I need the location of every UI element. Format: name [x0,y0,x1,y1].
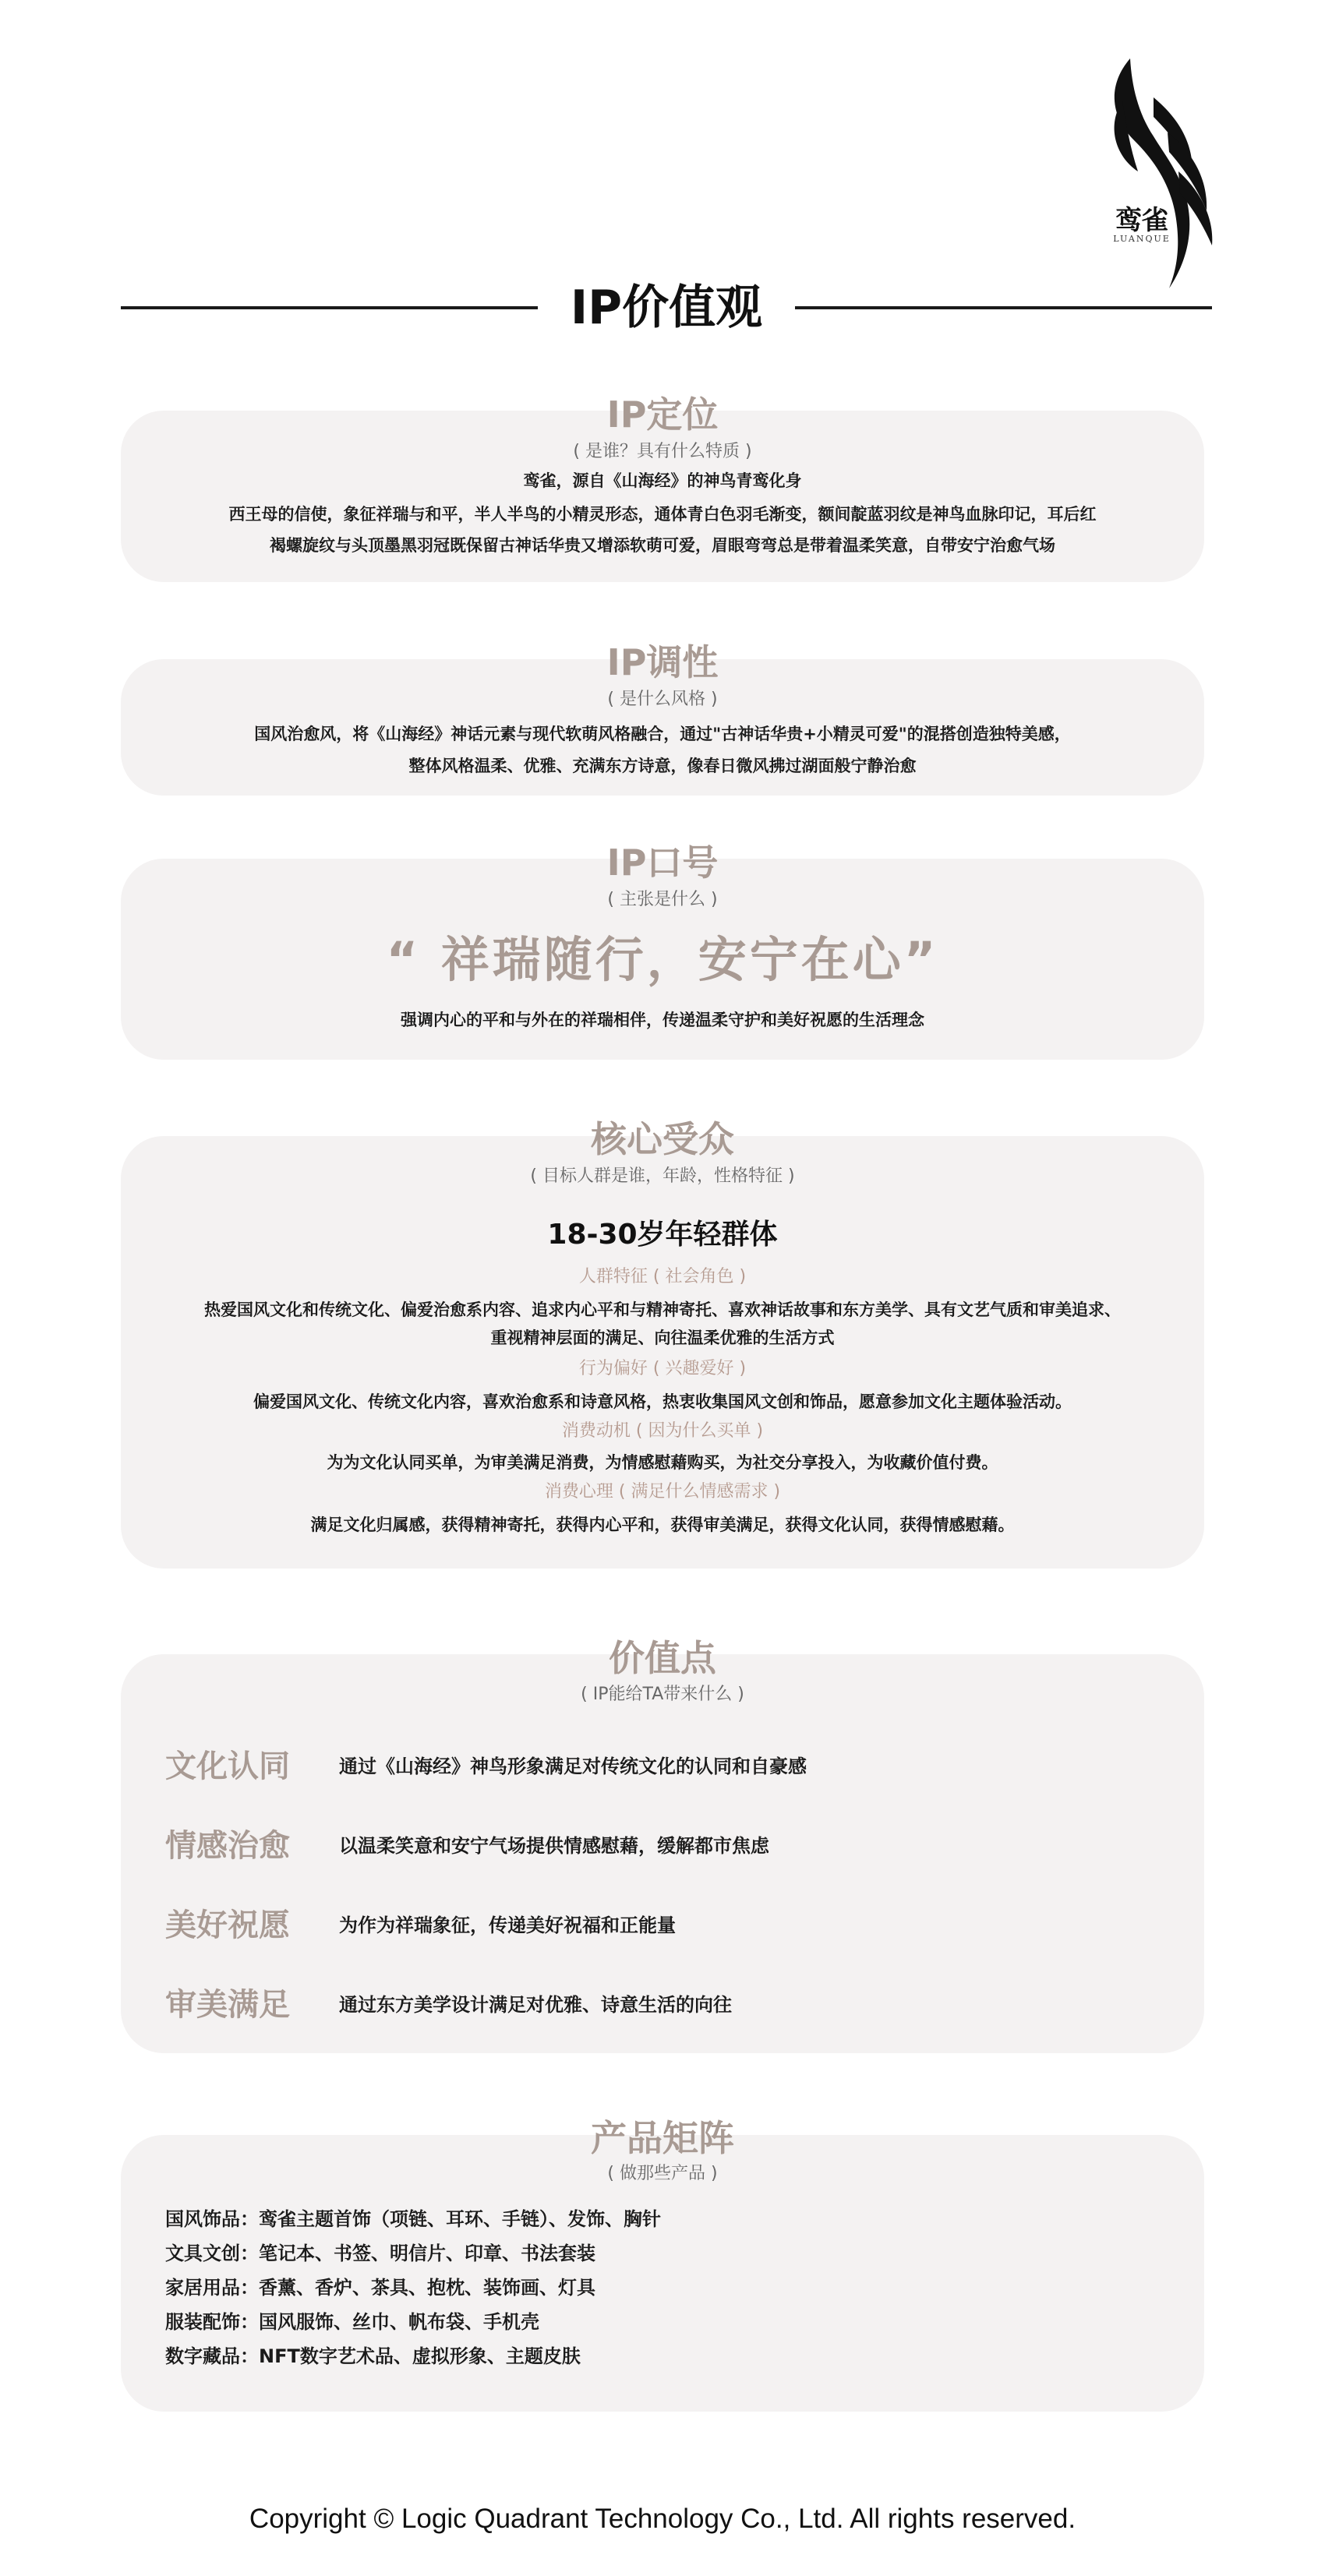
slogan-title: IP口号 [606,842,719,884]
copyright-text: Copyright © Logic Quadrant Technology Co., Ltd. All rights reserved. [249,2504,1076,2534]
tone-title: IP调性 [606,641,719,683]
value-key: 审美满足 [165,1987,290,2023]
slogan-subtitle: ( 主张是什么 ) [607,890,718,909]
slogan-desc: 强调内心的平和与外在的祥瑞相伴，传递温柔守护和美好祝愿的生活理念 [401,1011,924,1029]
audience-group-line: 为为文化认同买单，为审美满足消费，为情感慰藉购买，为社交分享投入，为收藏价值付费。 [327,1453,998,1472]
products-subtitle: ( 做那些产品 ) [607,2164,718,2183]
product-line: 文具文创：笔记本、书签、明信片、印章、书法套装 [165,2243,595,2264]
value-desc: 通过《山海经》神鸟形象满足对传统文化的认同和自豪感 [339,1756,807,1777]
product-line: 服装配饰：国风服饰、丝巾、帆布袋、手机壳 [165,2311,539,2333]
position-title: IP定位 [606,393,719,436]
logo-subname: LUANQUE [1113,234,1171,244]
product-line: 数字藏品：NFT数字艺术品、虚拟形象、主题皮肤 [165,2345,581,2367]
value-desc: 通过东方美学设计满足对优雅、诗意生活的向往 [339,1994,732,2016]
audience-group-line: 热爱国风文化和传统文化、偏爱治愈系内容、追求内心平和与精神寄托、喜欢神话故事和东方美学、具有文艺气质和审美追求、 [204,1300,1121,1319]
audience-group-line: 偏爱国风文化、传统文化内容，喜欢治愈系和诗意风格，热衷收集国风文创和饰品，愿意参加文化主题体验活动。 [253,1392,1072,1411]
audience-group-label: 消费心理 ( 满足什么情感需求 ) [544,1482,781,1501]
audience-group-label: 行为偏好 ( 兴趣爱好 ) [578,1359,747,1378]
product-line: 家居用品：香薰、香炉、茶具、抱枕、装饰画、灯具 [165,2277,595,2299]
logo-name: 鸾雀 [1115,205,1168,236]
position-subtitle: ( 是谁？具有什么特质 ) [573,442,752,461]
title-divider-left [121,306,538,309]
feather-logo-icon [1076,55,1231,296]
audience-group-label: 人群特征 ( 社会角色 ) [578,1267,747,1286]
value-key: 美好祝愿 [165,1907,290,1943]
tone-subtitle: ( 是什么风格 ) [607,690,718,709]
value-desc: 以温柔笑意和安宁气场提供情感慰藉，缓解都市焦虑 [339,1835,769,1857]
value-key: 文化认同 [165,1749,290,1784]
values-subtitle: ( IP能给TA带来什么 ) [581,1685,744,1704]
value-key: 情感治愈 [165,1828,290,1864]
tone-line: 整体风格温柔、优雅、充满东方诗意，像春日微风拂过湖面般宁静治愈 [408,757,917,775]
tone-line: 国风治愈风，将《山海经》神话元素与现代软萌风格融合，通过"古神话华贵+小精灵可爱"的混搭创造独特美感， [254,725,1071,743]
slogan-text: “ 祥瑞随行，安宁在心” [386,931,939,988]
audience-group-label: 消费动机 ( 因为什么买单 ) [561,1421,764,1441]
audience-group-line: 重视精神层面的满足、向往温柔优雅的生活方式 [490,1329,835,1347]
values-title: 价值点 [609,1637,716,1679]
audience-group-line: 满足文化归属感，获得精神寄托，获得内心平和，获得审美满足，获得文化认同，获得情感慰藉。 [310,1516,1015,1534]
position-line: 褐螺旋纹与头顶墨黑羽冠既保留古神话华贵又增添软萌可爱，眉眼弯弯总是带着温柔笑意，自带安宁治愈气场 [270,536,1055,555]
audience-heading: 18-30岁年轻群体 [547,1219,778,1251]
position-line: 西王母的信使，象征祥瑞与和平，半人半鸟的小精灵形态，通体青白色羽毛渐变，额间靛蓝羽纹是神鸟血脉印记，耳后红 [228,505,1097,524]
title-divider-right [795,306,1212,309]
page-title: IP价值观 [570,281,763,335]
value-desc: 为作为祥瑞象征，传递美好祝福和正能量 [339,1914,676,1936]
audience-title: 核心受众 [591,1118,734,1160]
products-title: 产品矩阵 [591,2117,734,2159]
product-line: 国风饰品：鸾雀主题首饰（项链、耳环、手链）、发饰、胸针 [165,2208,661,2230]
position-line: 鸾雀，源自《山海经》的神鸟青鸾化身 [523,471,802,490]
brand-logo [1076,55,1231,296]
audience-subtitle: ( 目标人群是谁，年龄，性格特征 ) [530,1166,795,1186]
